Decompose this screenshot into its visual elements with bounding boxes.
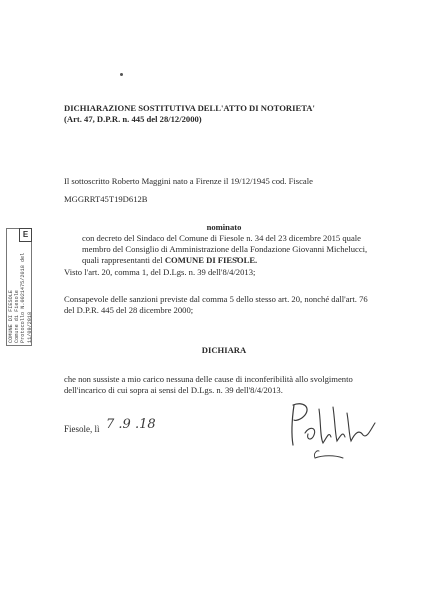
stamp-letter-box: E [19,228,32,242]
consapevole-line-1: Consapevole delle sanzioni previste dal comma 5 dello stesso art. 20, nonché dall'art. 76 [64,294,368,304]
consapevole-line-2: del D.P.R. 445 del 28 dicembre 2000; [64,305,194,315]
signature [285,393,381,473]
visto-line: Visto l'art. 20, comma 1, del D.Lgs. n. 39 dell'8/4/2013; [64,267,256,277]
handwritten-date: 7 .9 .18 [106,417,156,432]
nominato-line-3-text: quali rappresentanti del [82,255,165,265]
protocol-stamp-text [6,228,32,346]
nominato-line-2: membro del Consiglio di Amministrazione della Fondazione Giovanni Michelucci, [82,244,368,254]
nominato-line-3 [82,255,257,267]
dichiara-line-2: dell'incarico di cui sopra ai sensi del D.Lgs. n. 39 dell'8/4/2013. [64,385,283,395]
nominato-heading: nominato [206,222,242,232]
stamp-line-1: COMUNE DI FIESOLE [8,290,14,343]
fiscal-code: MGGRRT45T19D612B [64,194,148,204]
dichiara-heading: DICHIARA [201,345,247,355]
scan-dot [120,73,123,76]
declarant-line: Il sottoscritto Roberto Maggini nato a Firenze il 19/12/1945 cod. Fiscale [64,176,313,186]
stamp-line-2: Comune di Fiesole [14,290,21,343]
place-label: Fiesole, lì [64,424,100,434]
protocol-stamp [6,228,32,346]
document-subtitle: (Art. 47, D.P.R. n. 445 del 28/12/2000) [64,114,202,124]
dichiara-line-1: che non sussiste a mio carico nessuna delle cause di inconferibilità allo svolgimento [64,374,353,384]
nominato-line-1: con decreto del Sindaco del Comune di Fiesole n. 34 del 23 dicembre 2015 quale [82,233,361,243]
stamp-line-3: Protocollo N.0021475/2018 del 11/09/2018 [20,252,33,343]
document-title: DICHIARAZIONE SOSTITUTIVA DELL'ATTO DI NOTORIETA' [64,103,315,113]
comune-name: COMUNE DI FIESOLE. [164,255,258,265]
